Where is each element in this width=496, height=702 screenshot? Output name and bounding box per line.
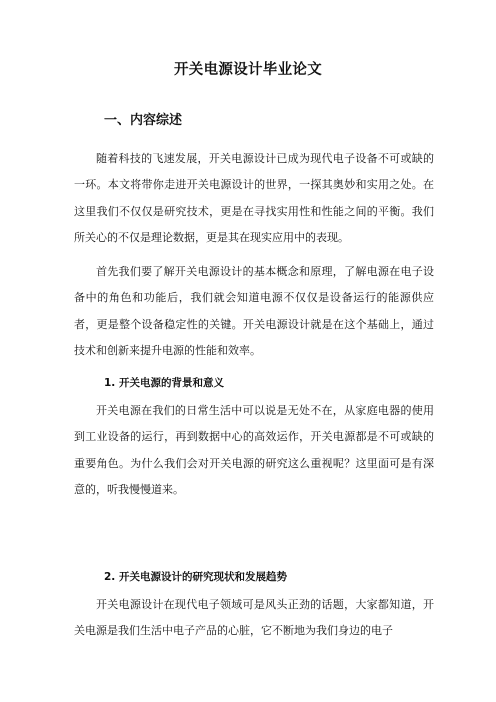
summary-paragraph-2: 首先我们要了解开关电源设计的基本概念和原理，了解电源在电子设备中的角色和功能后，我们就会知道电源不仅仅是设备运行的能源供应者，更是整个设备稳定性的关键。开关电源设计就是在这个基础上，通过技术和创新来提升电源的性能和效率。 — [74, 265, 434, 357]
subsection-heading-background: 1. 开关电源的背景和意义 — [104, 377, 224, 389]
background-paragraph: 开关电源在我们的日常生活中可以说是无处不在，从家庭电器的使用到工业设备的运行，再到数据中心的高效运作，开关电源都是不可或缺的重要角色。为什么我们会对开关电源的研究这么重视呢？这里面可是有深意的，听我慢慢道来。 — [74, 404, 434, 496]
document-title: 开关电源设计毕业论文 — [174, 62, 322, 78]
subsection-heading-research-status: 2. 开关电源设计的研究现状和发展趋势 — [104, 571, 287, 583]
section-heading-summary: 一、内容综述 — [104, 113, 183, 128]
research-status-paragraph: 开关电源设计在现代电子领域可是风头正劲的话题，大家都知道，开关电源是我们生活中电子产品的心脏，它不断地为我们身边的电子 — [74, 598, 434, 638]
summary-paragraph-1: 随着科技的飞速发展，开关电源设计已成为现代电子设备不可或缺的一环。本文将带你走进开关电源设计的世界，一探其奥妙和实用之处。在这里我们不仅仅是研究技术，更是在寻找实用性和性能之间的平衡。我们所关心的不仅是理论数据，更是其在现实应用中的表现。 — [74, 152, 434, 244]
